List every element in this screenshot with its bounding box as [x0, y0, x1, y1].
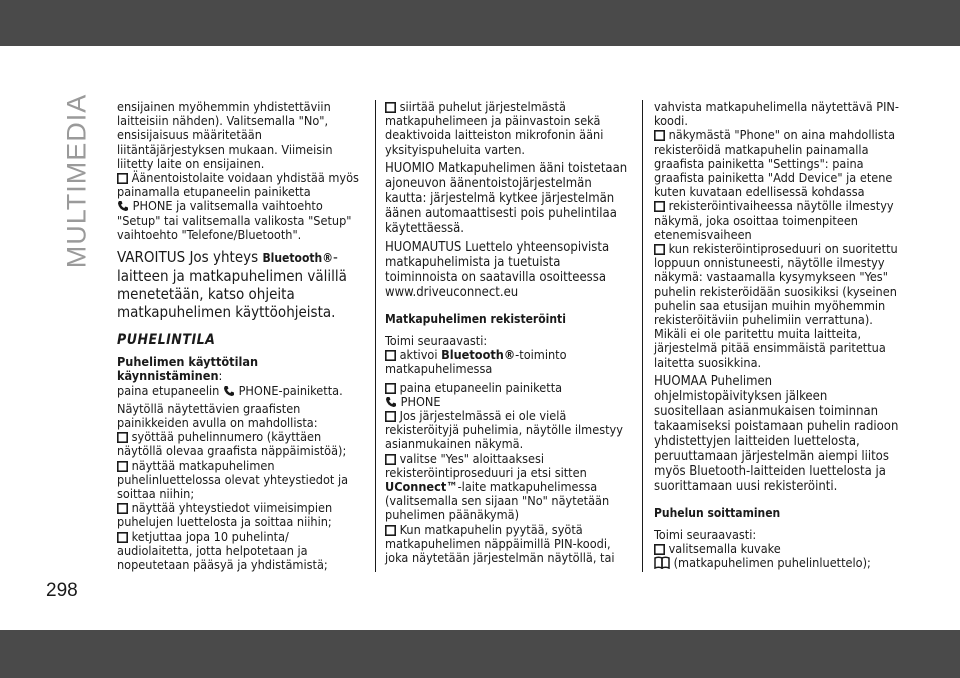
bullet-box-icon [385, 102, 396, 113]
paragraph: vahvista matkapuhelimella näytettävä PIN-koodi. [654, 99, 899, 129]
phone-icon [385, 396, 397, 408]
bullet-box-icon [654, 544, 665, 555]
phone-icon [223, 385, 235, 397]
note-paragraph: HUOMIO Matkapuhelimen ääni toistetaan ajoneuvon äänentoistojärjestelmän kautta: järjestelmä kytkee järjestelmän äänen automaattisesti pois puhelintilaa käytettäessä. [385, 160, 628, 236]
text-column-2 [385, 100, 629, 565]
phone-icon [117, 200, 129, 212]
bullet-box-icon [117, 461, 128, 472]
column-divider [642, 100, 643, 572]
note-paragraph: HUOMAUTUS Luettelo yhteensopivista matkapuhelimista ja tuetuista toiminnoista on saatavilla osoitteessa www.driveuconnect.eu [385, 239, 610, 300]
phonebook-icon [654, 556, 670, 569]
subheading: Matkapuhelimen rekisteröinti [385, 311, 566, 326]
bullet-box-icon [385, 383, 396, 394]
bullet-paragraph: valitsemalla kuvake (matkapuhelimen puhelinluettelo); [654, 542, 900, 570]
bullet-paragraph: rekisteröintivaiheessa näytölle ilmestyy näkymä, joka osoittaa toimenpiteen etenemisvaiheen [654, 198, 894, 242]
page-number: 298 [46, 580, 78, 601]
bullet-paragraph: Jos järjestelmässä ei ole vielä rekisteröityjä puhelimia, näytölle ilmestyy asianmukainen näkymä. [385, 408, 623, 452]
bullet-paragraph: näkymästä "Phone" on aina mahdollista rekisteröidä matkapuhelin painamalla graafista painiketta "Settings": paina graafista painiketta "Add Device" ja etene kuten kuvataan edellisessä kohdassa [654, 127, 896, 200]
bullet-box-icon [654, 244, 665, 255]
subheading-line: Puhelimen käyttötilan käynnistäminen: [117, 354, 259, 384]
bullet-paragraph: aktivoi Bluetooth®-toiminto matkapuhelimessa [385, 347, 567, 377]
bullet-box-icon [117, 173, 128, 184]
bullet-paragraph: paina etupaneelin painiketta PHONE [385, 381, 629, 409]
bullet-box-icon [117, 532, 128, 543]
bullet-box-icon [385, 525, 396, 536]
section-side-label-text: MULTIMEDIA [61, 93, 92, 269]
section-side-label [60, 93, 94, 269]
column-divider [375, 100, 376, 572]
bullet-paragraph: siirtää puhelut järjestelmästä matkapuhelimeen ja päinvastoin sekä deaktivoida laitteiston mikrofonin ääni yksityispuheluita varten. [385, 99, 604, 157]
bullet-paragraph: Kun matkapuhelin pyytää, syötä matkapuhelimen näppäimillä PIN-koodi, joka näytetään järjestelmän näytöllä, tai [385, 521, 615, 566]
paragraph: Toimi seuraavasti: [385, 333, 488, 349]
bottom-band [0, 630, 960, 678]
bullet-box-icon [654, 130, 665, 141]
bullet-box-icon [117, 432, 128, 443]
bullet-box-icon [385, 350, 396, 361]
bullet-paragraph: näyttää yhteystiedot viimeisimpien puhelujen luettelosta ja soittaa niihin; [117, 500, 333, 530]
bullet-box-icon [117, 503, 128, 514]
bullet-paragraph: ketjuttaa jopa 10 puhelinta/ audiolaitetta, jotta helpotetaan ja nopeutetaan pääsyä ja yhdistämistä; [117, 528, 328, 573]
bullet-box-icon [654, 201, 665, 212]
top-band [0, 0, 960, 46]
bullet-box-icon [385, 411, 396, 422]
paragraph: paina etupaneelin PHONE-painiketta. [117, 382, 343, 398]
paragraph: Näytöllä näytettävien graafisten painikkeiden avulla on mahdollista: [117, 400, 318, 431]
subheading: Puhelun soittaminen [654, 505, 781, 520]
bullet-paragraph: Äänentoistolaite voidaan yhdistää myös painamalla etupaneelin painiketta PHONE ja valitsemalla vaihtoehto "Setup" tai valitsemalla valikosta "Setup" vaihtoehto "Telefone/Bluetooth". [117, 170, 359, 242]
paragraph: Toimi seuraavasti: [654, 527, 757, 543]
bullet-box-icon [385, 454, 396, 465]
text-column-3 [654, 100, 900, 571]
paragraph: ensijainen myöhemmin yhdistettäviin laitteisiin nähden). Valitsemalla "No", ensisijaisuus määritetään liitäntäjärjestyksen mukaan. Viimeisin liitetty laite on ensijainen. [117, 99, 333, 171]
note-paragraph: HUOMAA Puhelimen ohjelmistopäivityksen jälkeen suositellaan asianmukaisen toiminnan takaamiseksi poistamaan puhelin radioon yhdistettyjen laitteiden luettelosta, peruuttamaan järjestelmän aiempi liitos myös Bluetooth-laitteiden luettelosta ja suorittamaan uusi rekisteröinti. [654, 373, 899, 494]
bullet-paragraph: kun rekisteröintiproseduuri on suoritettu loppuun onnistuneesti, näytölle ilmestyy näkymä: vastaamalla kysymykseen "Yes" puhelin rekisteröidään suosikiksi (kyseinen puhelin saa etusijan muihin myöhemmin rekisteröitäviin puhelimiin verrattuna). Mikäli ei ole paritettu muita laitteita, järjestelmä pitää ensimmäistä paritettua laitetta suosikkina. [654, 241, 898, 370]
text-column-1 [117, 100, 361, 572]
warning-paragraph: VAROITUS Jos yhteys Bluetooth®-laitteen ja matkapuhelimen välillä menetetään, katso ohjeita matkapuhelimen käyttöohjeista. [117, 248, 347, 322]
bullet-paragraph: syöttää puhelinnumero (käyttäen näytöllä olevaa graafista näppäimistöä); [117, 429, 347, 459]
section-heading: PUHELINTILA [117, 332, 216, 349]
bullet-paragraph: näyttää matkapuhelimen puhelinluettelossa olevat yhteystiedot ja soittaa niihin; [117, 457, 349, 502]
bullet-paragraph: valitse "Yes" aloittaaksesi rekisteröintiproseduuri ja etsi sitten UConnect™-laite matkapuhelimessa (valitsemalla sen sijaan "No" näytetään puhelimen päänäkymä) [385, 450, 610, 523]
